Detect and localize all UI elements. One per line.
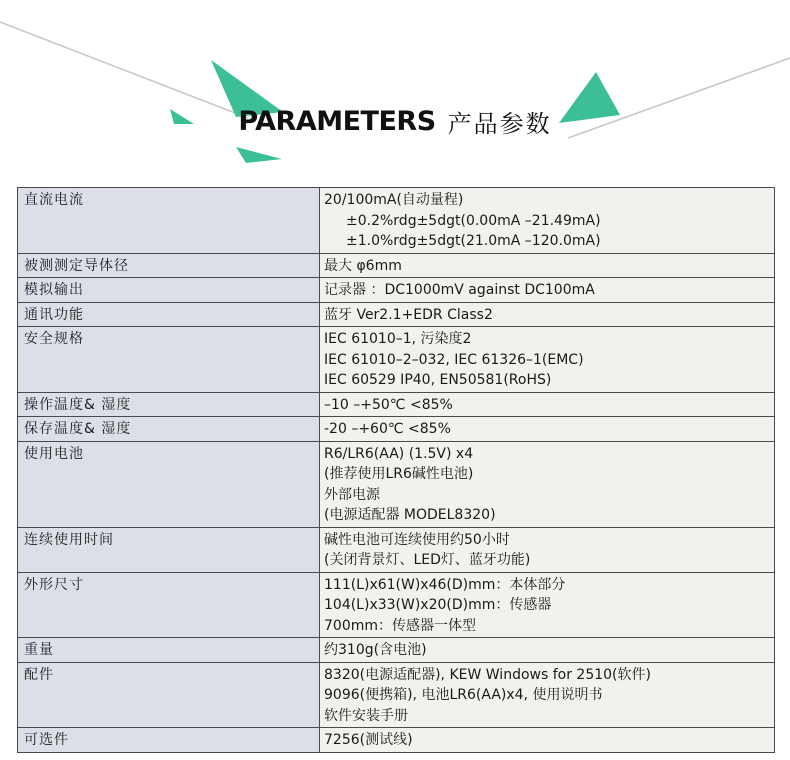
row-label: 模拟输出 (18, 278, 320, 303)
row-value (320, 662, 775, 728)
parameters-table (17, 187, 775, 753)
row-label: 配件 (18, 662, 320, 728)
value-line: IEC 61010–1, 污染度2 (324, 331, 472, 347)
value-line: IEC 60529 IP40, EN50581(RoHS) (324, 372, 552, 388)
row-label: 安全规格 (18, 327, 320, 393)
value-line: 9096(便携箱), 电池LR6(AA)x4, 使用说明书 (324, 687, 603, 703)
value-line: 700mm：传感器一体型 (324, 617, 476, 634)
parameters-table-body (18, 188, 775, 753)
value-line: 7256(测试线) (324, 732, 413, 748)
row-label: 被测测定导体径 (18, 253, 320, 278)
value-line: 111(L)x61(W)x46(D)mm：本体部分 (324, 576, 566, 593)
value-line: 蓝牙 Ver2.1+EDR Class2 (324, 306, 493, 323)
value-line: R6/LR6(AA) (1.5V) x4 (324, 445, 474, 462)
value-line: 记录器 ：DC1000mV against DC100mA (324, 282, 595, 298)
table-row (18, 417, 775, 442)
row-value (320, 728, 775, 753)
value-line: 20/100mA(自动量程) (324, 192, 464, 208)
value-line: –10 –+50℃ <85% (324, 396, 453, 413)
table-row (18, 441, 775, 527)
title-english: PARAMETERS (238, 106, 436, 137)
row-value (320, 253, 775, 278)
row-value (320, 302, 775, 327)
table-row (18, 278, 775, 303)
table-row (18, 662, 775, 728)
table-row (18, 253, 775, 278)
value-line: 8320(电源适配器), KEW Windows for 2510(软件) (324, 666, 651, 683)
value-line: (关闭背景灯、LED灯、蓝牙功能) (324, 552, 531, 568)
table-row (18, 527, 775, 572)
row-label: 操作温度& 湿度 (18, 392, 320, 417)
row-value (320, 278, 775, 303)
value-line: 104(L)x33(W)x20(D)mm：传感器 (324, 597, 552, 613)
value-line: 软件安装手册 (324, 707, 408, 724)
deco-triangle-3 (236, 147, 282, 163)
row-label: 使用电池 (18, 441, 320, 527)
row-label: 直流电流 (18, 188, 320, 254)
value-line: (推荐使用LR6碱性电池) (324, 466, 474, 482)
value-line: 碱性电池可连续使用约50小时 (324, 531, 510, 548)
row-label: 外形尺寸 (18, 572, 320, 638)
title-chinese: 产品参数 (447, 110, 552, 138)
row-value (320, 638, 775, 663)
table-row (18, 188, 775, 254)
table-row (18, 572, 775, 638)
page-title (0, 104, 790, 139)
header-decoration (0, 0, 790, 180)
table-row (18, 302, 775, 327)
value-line: (电源适配器 MODEL8320) (324, 507, 496, 523)
row-value (320, 572, 775, 638)
row-value (320, 188, 775, 254)
table-row (18, 638, 775, 663)
value-line: IEC 61010–2–032, IEC 61326–1(EMC) (324, 351, 584, 368)
value-line: 外部电源 (324, 486, 380, 503)
value-line: 约310g(含电池) (324, 642, 427, 658)
row-label: 通讯功能 (18, 302, 320, 327)
row-label: 重量 (18, 638, 320, 663)
row-label: 可选件 (18, 728, 320, 753)
table-row (18, 392, 775, 417)
row-value (320, 417, 775, 442)
value-line: 最大 φ6mm (324, 257, 402, 274)
row-value (320, 392, 775, 417)
row-label: 保存温度& 湿度 (18, 417, 320, 442)
row-value (320, 527, 775, 572)
row-value (320, 441, 775, 527)
value-line: -20 –+60℃ <85% (324, 421, 451, 437)
row-value (320, 327, 775, 393)
row-label: 连续使用时间 (18, 527, 320, 572)
table-row (18, 327, 775, 393)
value-line: ±0.2%rdg±5dgt(0.00mA –21.49mA) (346, 212, 601, 229)
value-line: ±1.0%rdg±5dgt(21.0mA –120.0mA) (346, 233, 601, 249)
table-row (18, 728, 775, 753)
